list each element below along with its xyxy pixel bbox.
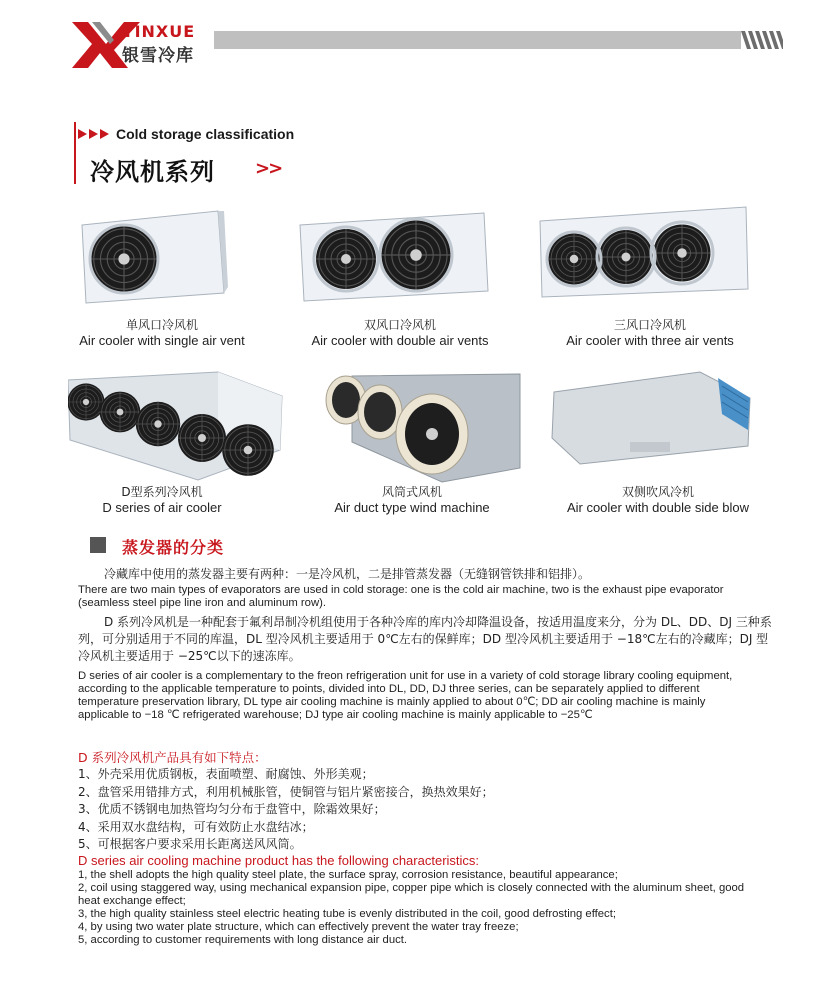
triple-arrow-icon xyxy=(78,129,112,139)
section-title-divider xyxy=(74,122,76,184)
header-bar xyxy=(214,31,782,49)
d-series-air-cooler-image xyxy=(68,370,286,482)
brand-name-en: YINXUE xyxy=(122,22,196,41)
features-list-cn xyxy=(78,766,778,854)
d-series-description-en: D series of air cooler is a complementary to the freon refrigeration unit for use in a variety of cold storage library cooling equipment, according to the applicable temperature to points, divided into DL, DD, DJ three series, can be separately applied to different temperature preservation library, DL type air cooling machine is mainly applied to about 0℃; DD air cooling machine is mainly applicable to −18 ℃ refrigerated warehouse; DJ type air cooling machine is mainly applicable to −25℃ xyxy=(78,670,733,721)
list-item: 3, the high quality stainless steel electric heating tube is evenly distributed in the coil, good defrosting effect; xyxy=(78,908,616,920)
section-title-cn: 冷风机系列 xyxy=(90,158,215,186)
features-heading-en: D series air cooling machine product has the following characteristics: xyxy=(78,853,480,868)
product-name-en: Air cooler with three air vents xyxy=(566,333,734,348)
product-caption-d-series xyxy=(52,485,272,515)
header-stripes-decoration xyxy=(741,31,783,49)
product-caption-double-side xyxy=(548,485,768,515)
section-square-icon xyxy=(90,537,106,553)
list-item: 5、可根据客户要求采用长距离送风风筒。 xyxy=(78,837,302,852)
product-name-cn: D型系列冷风机 xyxy=(121,485,203,499)
product-name-en: Air duct type wind machine xyxy=(334,500,490,515)
chevron-right-icon: >> xyxy=(255,158,282,179)
triple-fan-air-cooler-image xyxy=(538,205,750,301)
product-name-cn: 双侧吹风冷机 xyxy=(621,485,694,499)
product-caption-double xyxy=(290,318,510,348)
product-name-cn: 三风口冷风机 xyxy=(613,318,686,332)
product-name-cn: 单风口冷风机 xyxy=(125,318,198,332)
product-name-en: Air cooler with single air vent xyxy=(79,333,245,348)
list-item: 4、采用双水盘结构，可有效防止水盘结冰； xyxy=(78,819,314,834)
air-duct-fan-image xyxy=(322,372,522,484)
product-name-cn: 双风口冷风机 xyxy=(363,318,436,332)
list-item: 4, by using two water plate structure, which can effectively prevent the water tray freeze; xyxy=(78,921,519,933)
product-caption-single xyxy=(52,318,272,348)
evaporator-intro-en: There are two main types of evaporators are used in cold storage: one is the cold air machine, two is the exhaust pipe evaporator (seamless steel pipe line iron and aluminum row). xyxy=(78,584,724,609)
product-caption-air-duct xyxy=(302,485,522,515)
product-name-cn: 风筒式风机 xyxy=(381,485,442,499)
list-item: 5, according to customer requirements with long distance air duct. xyxy=(78,934,408,946)
double-fan-air-cooler-image xyxy=(298,205,490,305)
double-side-blow-cooler-image xyxy=(550,368,760,466)
brand-name-cn: 银雪冷库 xyxy=(122,46,194,66)
list-item: 1、外壳采用优质钢板，表面喷塑、耐腐蚀、外形美观； xyxy=(78,767,374,781)
single-fan-air-cooler-image xyxy=(78,207,228,307)
evaporator-intro-cn: 冷藏库中使用的蒸发器主要有两种：一是冷风机，二是排管蒸发器（无缝钢管铁排和铝排）。 xyxy=(104,567,591,581)
evaporator-heading: 蒸发器的分类 xyxy=(122,538,225,557)
product-name-en: Air cooler with double side blow xyxy=(566,500,750,515)
features-heading-cn: D 系列冷风机产品具有如下特点： xyxy=(78,750,267,765)
list-item: 3、优质不锈钢电加热管均匀分布于盘管中，除霜效果好； xyxy=(78,802,386,817)
features-list-en xyxy=(78,869,758,947)
d-series-description-cn: D 系列冷风机是一种配套于氟利昂制冷机组使用于各种冷库的库内冷却降温设备，按适用温度来分，分为 DL、DD、DJ 三种系列，可分别适用于不同的库温，DL 型冷风机主要适用于 0℃左右的保鲜库；DD 型冷风机主要适用于 −18℃左右的冷藏库；DJ 型冷风机主要适用于 −25℃以下的速冻库。 xyxy=(78,615,772,663)
product-caption-triple xyxy=(540,318,760,348)
product-name-en: D series of air cooler xyxy=(102,500,222,515)
section-title-en: Cold storage classification xyxy=(116,126,295,142)
list-item: 2、盘管采用错排方式，利用机械胀管，使铜管与铝片紧密接合，换热效果好； xyxy=(78,784,494,799)
list-item: 2, coil using staggered way, using mechanical expansion pipe, copper pipe which is closely connected with the aluminum sheet, good heat exchange effect; xyxy=(78,882,745,907)
list-item: 1, the shell adopts the high quality steel plate, the surface spray, corrosion resistance, beautiful appearance; xyxy=(78,869,618,881)
product-name-en: Air cooler with double air vents xyxy=(311,333,489,348)
